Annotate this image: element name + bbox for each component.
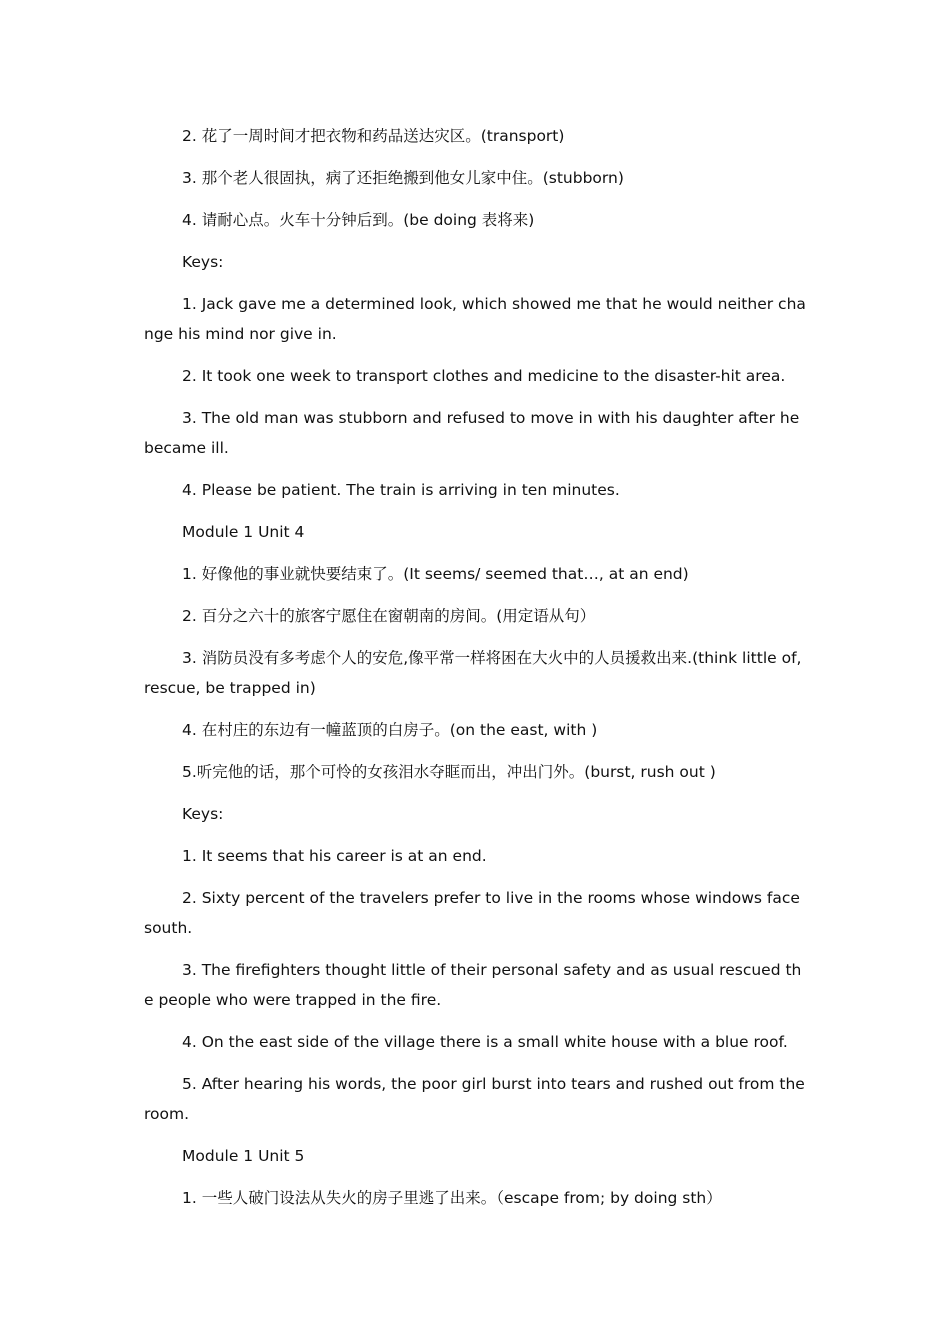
keys-heading: Keys: [182,805,224,823]
exercise-item: 4. 在村庄的东边有一幢蓝顶的白房子。(on the east, with ) [182,721,598,739]
answer-item: 5. After hearing his words, the poor girl burst into tears and rushed out from the room. [144,1075,805,1123]
answer-item: 3. The old man was stubborn and refused to move in with his daughter after he became ill. [144,409,800,457]
answer-item: 2. It took one week to transport clothes and medicine to the disaster-hit area. [182,367,786,385]
document-body [144,121,810,1225]
answer-item: 2. Sixty percent of the travelers prefer to live in the rooms whose windows face south. [144,889,800,937]
exercise-item: 2. 百分之六十的旅客宁愿住在窗朝南的房间。(用定语从句） [182,607,596,625]
section-heading: Module 1 Unit 4 [182,523,305,541]
section-heading: Module 1 Unit 5 [182,1147,305,1165]
answer-item: 1. It seems that his career is at an end. [182,847,487,865]
exercise-item: 1. 好像他的事业就快要结束了。(It seems/ seemed that…, at an end) [182,565,689,583]
exercise-item: 2. 花了一周时间才把衣物和药品送达灾区。(transport) [182,127,565,145]
exercise-item: 5.听完他的话，那个可怜的女孩泪水夺眶而出，冲出门外。(burst, rush out ) [182,763,716,781]
answer-item: 4. On the east side of the village there is a small white house with a blue roof. [182,1033,788,1051]
exercise-item: 4. 请耐心点。火车十分钟后到。(be doing 表将来) [182,211,535,229]
answer-item: 1. Jack gave me a determined look, which showed me that he would neither change his mind nor give in. [144,295,806,343]
exercise-item: 3. 消防员没有多考虑个人的安危,像平常一样将困在大火中的人员援救出来.(think little of, rescue, be trapped in) [144,649,802,697]
keys-heading: Keys: [182,253,224,271]
answer-item: 3. The firefighters thought little of their personal safety and as usual rescued the people who were trapped in the fire. [144,961,802,1009]
answer-item: 4. Please be patient. The train is arriving in ten minutes. [182,481,620,499]
exercise-item: 3. 那个老人很固执，病了还拒绝搬到他女儿家中住。(stubborn) [182,169,624,187]
exercise-item: 1. 一些人破门设法从失火的房子里逃了出来。（escape from; by doing sth） [182,1189,722,1207]
